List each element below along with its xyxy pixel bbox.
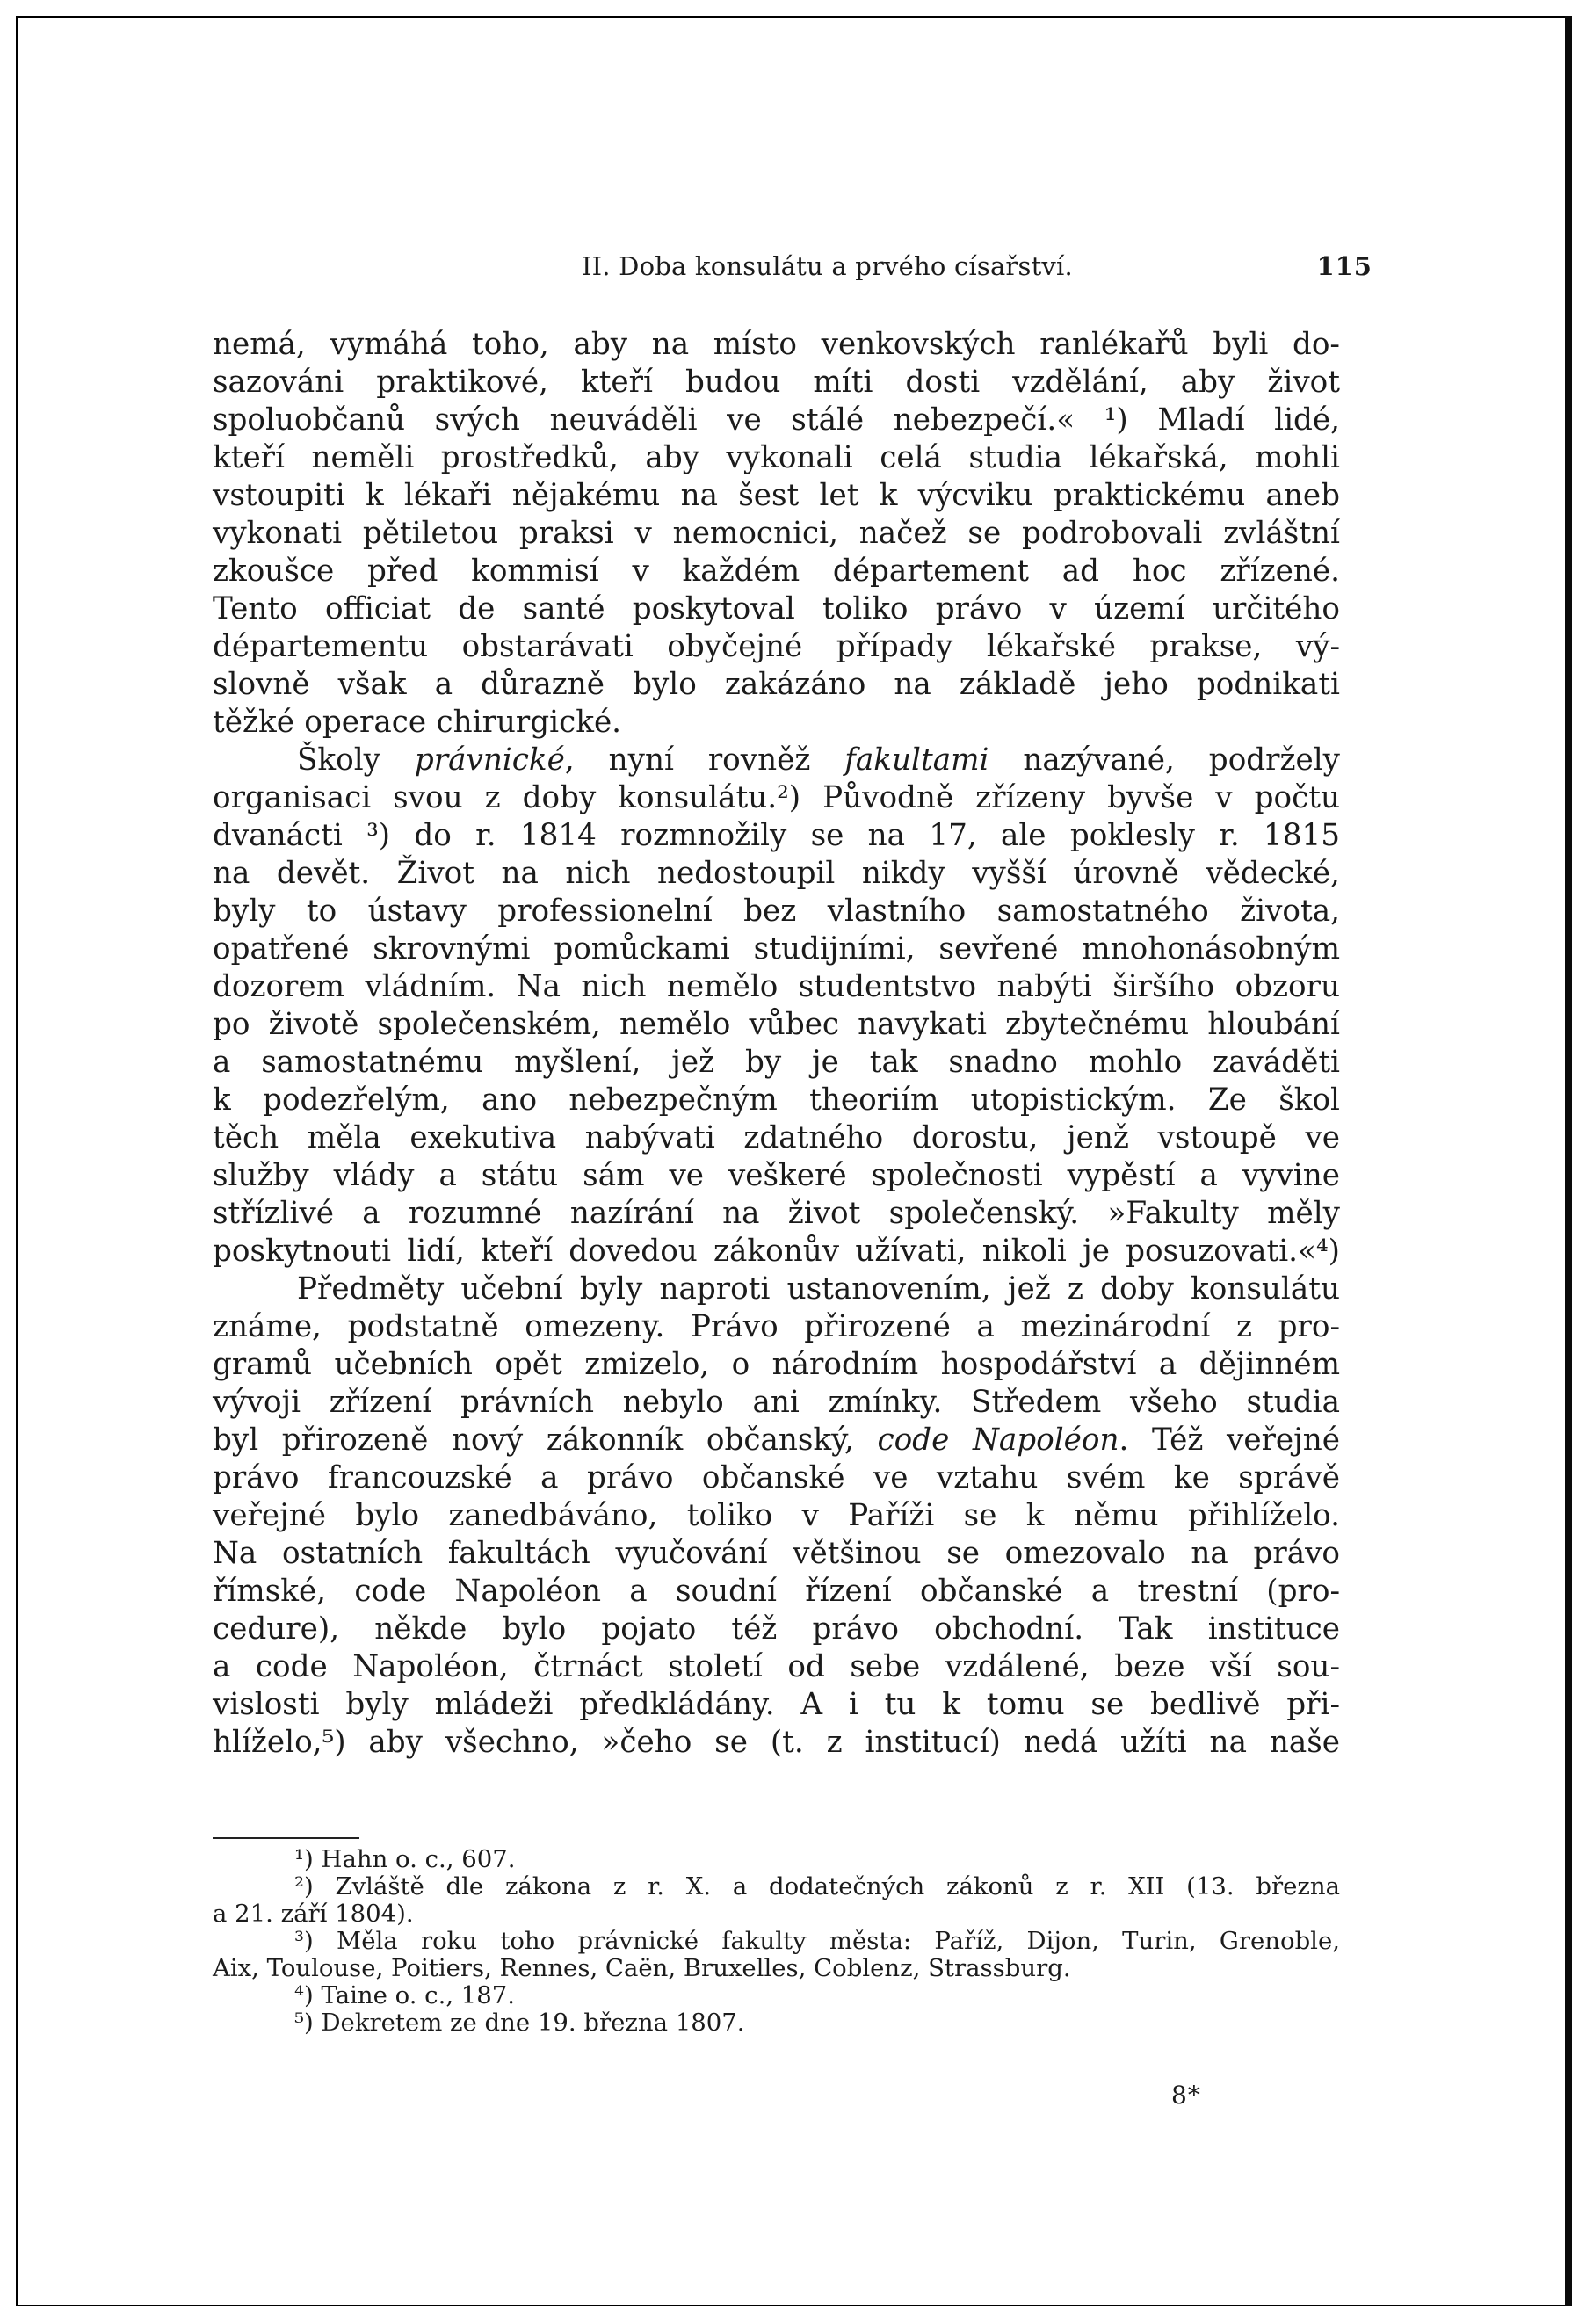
main-text [213,326,1340,1762]
text-line: départementu obstarávati obyčejné případy lékařské prakse, vý- [213,629,1340,664]
text-line: zkoušce před kommisí v každém département ad hoc zřízené. [213,554,1340,589]
text-line: cedure), někde bylo pojato též právo obchodní. Tak instituce [213,1611,1340,1647]
text-line: na devět. Život na nich nedostoupil nikdy vyšší úrovně vědecké, [213,856,1340,891]
paragraph-start-line: Předměty učební byly naproti ustanovením, jež z doby konsulátu [297,1271,1340,1307]
text-line: veřejné bylo zanedbáváno, toliko v Paříži se k němu přihlíželo. [213,1498,1340,1533]
text-line: právo francouzské a právo občanské ve vztahu svém ke správě [213,1460,1340,1495]
text-line: po životě společenském, nemělo vůbec navykati zbytečnému hloubání [213,1007,1340,1042]
text-line: byl přirozeně nový zákonník občanský, code Napoléon. Též veřejné [213,1423,1340,1458]
text-line: Tento officiat de santé poskytoval toliko právo v území určitého [213,591,1340,626]
footnote: ⁴) Taine o. c., 187. [294,1981,516,2009]
text-line: gramů učebních opět zmizelo, o národním hospodářství a dějinném [213,1347,1340,1382]
text-line: opatřené skrovnými pomůckami studijními, sevřené mnohonásobným [213,931,1340,967]
text-line: vstoupiti k lékaři nějakému na šest let k výcviku praktickému aneb [213,478,1340,513]
text-line: známe, podstatně omezeny. Právo přirozené a mezinárodní z pro- [213,1309,1340,1344]
text-line: vykonati pětiletou praksi v nemocnici, načež se podrobovali zvláštní [213,516,1340,551]
text-line: střízlivé a rozumné nazírání na život společenský. »Fakulty měly [213,1196,1340,1231]
text-line: těch měla exekutiva nabývati zdatného dorostu, jenž vstoupě ve [213,1120,1340,1155]
text-line: a code Napoléon, čtrnáct století od sebe vzdálené, beze vší sou- [213,1649,1340,1684]
footnote: ³) Měla roku toho právnické fakulty města: Paříž, Dijon, Turin, Grenoble, [294,1927,1340,1955]
text-line: Na ostatních fakultách vyučování většinou se omezovalo na právo [213,1536,1340,1571]
paragraph-start-line: Školy právnické, nyní rovněž fakultami nazývané, podržely [297,742,1340,778]
text-line: vislosti byly mládeži předkládány. A i tu k tomu se bedlivě při- [213,1687,1340,1722]
signature-mark: 8* [1171,2081,1201,2110]
footnote: ⁵) Dekretem ze dne 19. března 1807. [294,2009,745,2037]
running-header [213,251,1372,286]
running-title: II. Doba konsulátu a prvého císařství. [582,251,1073,281]
footnote-continuation: Aix, Toulouse, Poitiers, Rennes, Caën, Bruxelles, Coblenz, Strassburg. [213,1954,1071,1982]
text-line: nemá, vymáhá toho, aby na místo venkovských ranlékařů byli do- [213,327,1340,362]
footnote: ¹) Hahn o. c., 607. [294,1845,516,1873]
page-number: 115 [1316,251,1372,281]
text-line: římské, code Napoléon a soudní řízení občanské a trestní (pro- [213,1574,1340,1609]
footnotes [213,1846,1340,2037]
text-line: byly to ústavy professionelní bez vlastního samostatného života, [213,894,1340,929]
text-line: kteří neměli prostředků, aby vykonali celá studia lékařská, mohli [213,440,1340,475]
footnote-rule [213,1837,359,1839]
text-line: poskytnouti lidí, kteří dovedou zákonův užívati, nikoli je posuzovati.«⁴) [213,1234,1340,1269]
text-line: těžké operace chirurgické. [213,705,622,740]
footnote: ²) Zvláště dle zákona z r. X. a dodatečných zákonů z r. XII (13. března [294,1872,1340,1900]
text-line: vývoji zřízení právních nebylo ani zmínky. Středem všeho studia [213,1385,1340,1420]
text-line: a samostatnému myšlení, jež by je tak snadno mohlo zaváděti [213,1045,1340,1080]
text-line: k podezřelým, ano nebezpečným theoriím utopistickým. Ze škol [213,1082,1340,1118]
text-line: organisaci svou z doby konsulátu.²) Původně zřízeny byvše v počtu [213,780,1340,815]
page-edge-shadow [1565,16,1572,2306]
text-line: dozorem vládním. Na nich nemělo studentstvo nabýti širšího obzoru [213,969,1340,1004]
footnote-continuation: a 21. září 1804). [213,1900,414,1928]
text-line: hlíželo,⁵) aby všechno, »čeho se (t. z institucí) nedá užíti na naše [213,1725,1340,1760]
text-line: slovně však a důrazně bylo zakázáno na základě jeho podnikati [213,667,1340,702]
text-line: sazováni praktikové, kteří budou míti dosti vzdělání, aby život [213,365,1340,400]
text-line: dvanácti ³) do r. 1814 rozmnožily se na 17, ale poklesly r. 1815 [213,818,1340,853]
text-line: služby vlády a státu sám ve veškeré společnosti vypěstí a vyvine [213,1158,1340,1193]
text-line: spoluobčanů svých neuváděli ve stálé nebezpečí.« ¹) Mladí lidé, [213,402,1340,438]
